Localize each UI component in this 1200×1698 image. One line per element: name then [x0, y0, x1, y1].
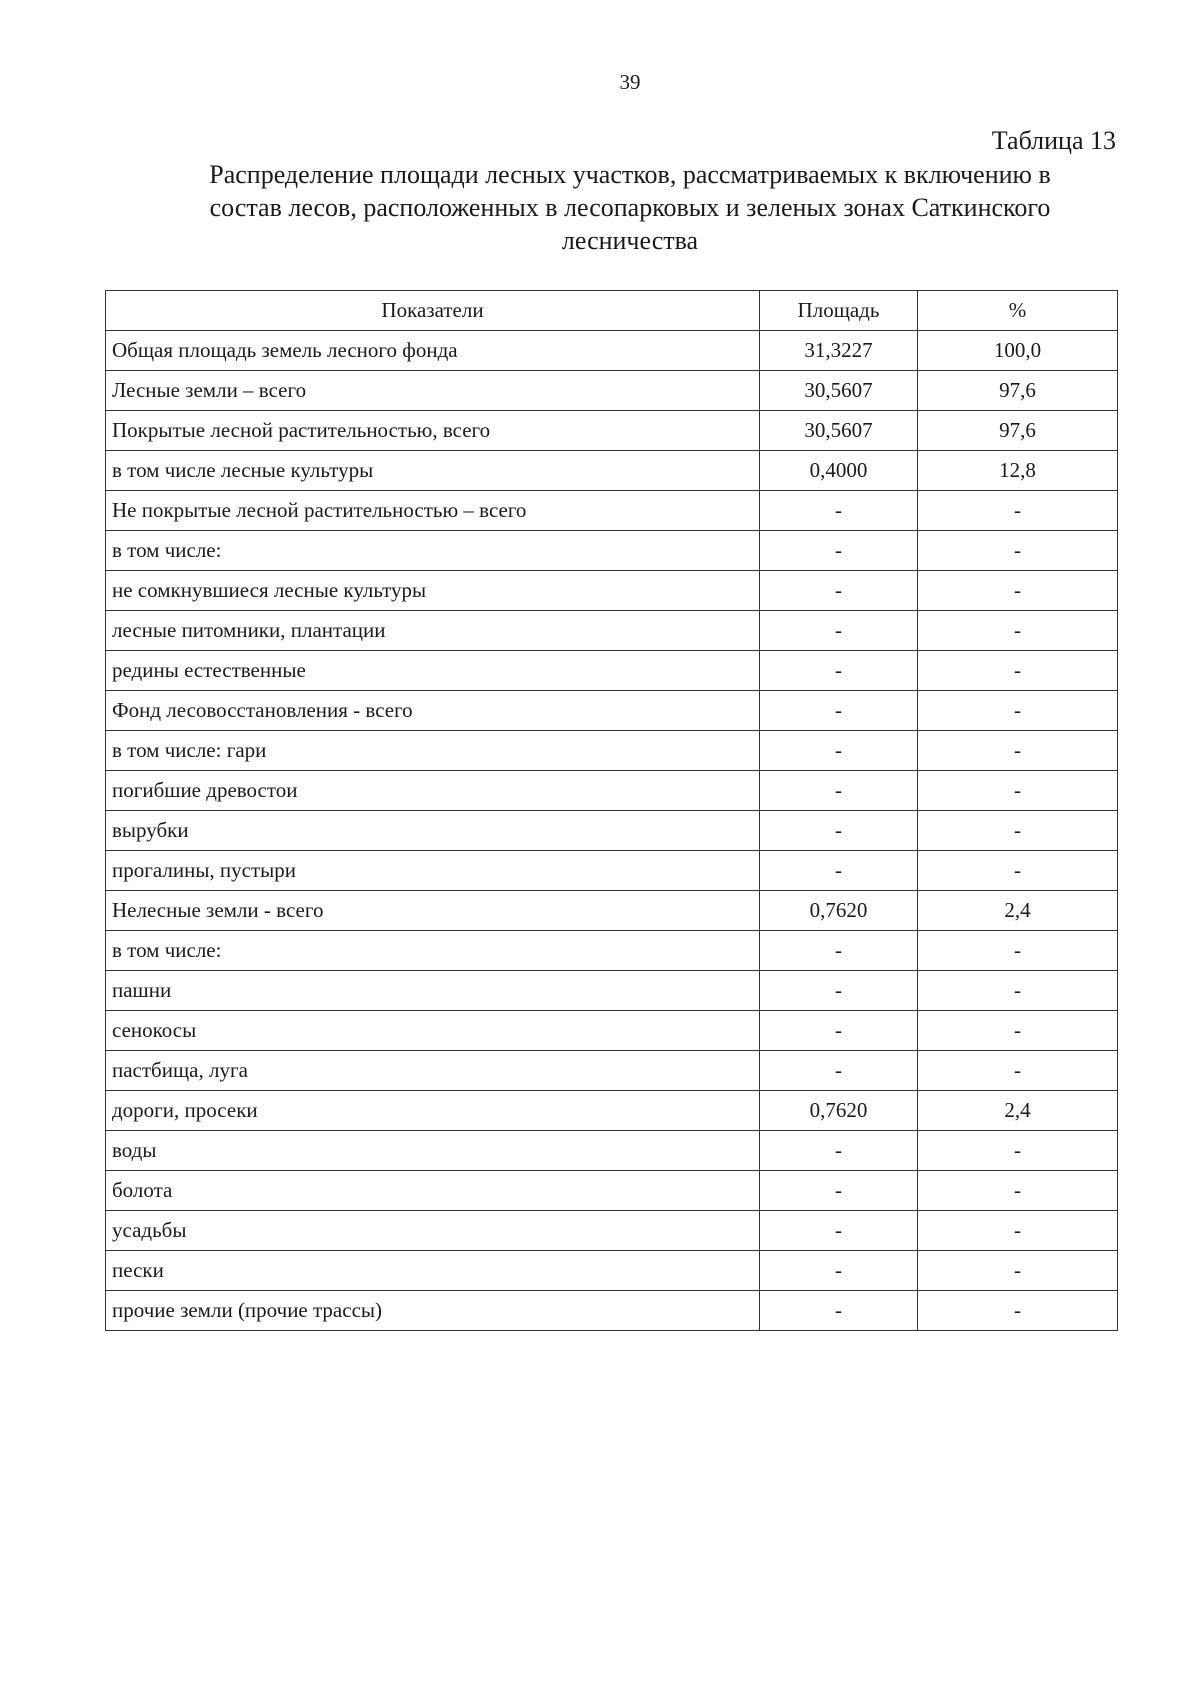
row-percent-cell: 2,4 — [918, 891, 1118, 931]
table-row — [106, 1051, 1118, 1091]
row-area-cell: - — [760, 971, 918, 1011]
row-percent-cell: - — [918, 611, 1118, 651]
row-area-cell: - — [760, 731, 918, 771]
row-area-cell: - — [760, 1211, 918, 1251]
row-area-cell: - — [760, 1171, 918, 1211]
row-area-cell: - — [760, 1251, 918, 1291]
table-title-line: Распределение площади лесных участков, рассматриваемых к включению в — [209, 160, 1051, 189]
row-percent-cell: 12,8 — [918, 451, 1118, 491]
row-area-cell: - — [760, 1291, 918, 1331]
table-row — [106, 851, 1118, 891]
table-row — [106, 1211, 1118, 1251]
header-area: Площадь — [760, 291, 918, 331]
row-indicator-cell: Покрытые лесной растительностью, всего — [106, 411, 760, 451]
row-area-cell: - — [760, 691, 918, 731]
row-percent-cell: - — [918, 1211, 1118, 1251]
row-percent-cell: - — [918, 971, 1118, 1011]
table-row — [106, 331, 1118, 371]
row-indicator-cell: в том числе: — [106, 931, 760, 971]
row-indicator-cell: не сомкнувшиеся лесные культуры — [106, 571, 760, 611]
row-indicator-cell: Не покрытые лесной растительностью – всего — [106, 491, 760, 531]
header-indicators: Показатели — [106, 291, 760, 331]
row-indicator-cell: сенокосы — [106, 1011, 760, 1051]
land-distribution-table — [105, 290, 1118, 1331]
row-area-cell: - — [760, 811, 918, 851]
table-row — [106, 611, 1118, 651]
row-area-cell: - — [760, 571, 918, 611]
row-indicator-cell: пашни — [106, 971, 760, 1011]
row-percent-cell: - — [918, 691, 1118, 731]
row-area-cell: 30,5607 — [760, 371, 918, 411]
row-area-cell: - — [760, 611, 918, 651]
row-percent-cell: - — [918, 651, 1118, 691]
table-row — [106, 491, 1118, 531]
table-row — [106, 931, 1118, 971]
row-area-cell: - — [760, 1051, 918, 1091]
row-area-cell: - — [760, 771, 918, 811]
row-indicator-cell: лесные питомники, плантации — [106, 611, 760, 651]
table-row — [106, 411, 1118, 451]
table-row — [106, 651, 1118, 691]
row-percent-cell: - — [918, 1011, 1118, 1051]
table-row — [106, 371, 1118, 411]
row-area-cell: 30,5607 — [760, 411, 918, 451]
row-indicator-cell: дороги, просеки — [106, 1091, 760, 1131]
table-title — [150, 158, 1110, 257]
row-percent-cell: - — [918, 811, 1118, 851]
row-indicator-cell: прочие земли (прочие трассы) — [106, 1291, 760, 1331]
row-indicator-cell: воды — [106, 1131, 760, 1171]
row-indicator-cell: погибшие древостои — [106, 771, 760, 811]
header-percent: % — [918, 291, 1118, 331]
table-row — [106, 1131, 1118, 1171]
table-title-line: состав лесов, расположенных в лесопарковых и зеленых зонах Саткинского — [209, 193, 1051, 222]
table-row — [106, 971, 1118, 1011]
row-percent-cell: - — [918, 1171, 1118, 1211]
row-percent-cell: - — [918, 531, 1118, 571]
row-area-cell: - — [760, 531, 918, 571]
table-label: Таблица 13 — [991, 126, 1116, 155]
table-row — [106, 451, 1118, 491]
row-indicator-cell: в том числе лесные культуры — [106, 451, 760, 491]
row-percent-cell: 97,6 — [918, 371, 1118, 411]
row-indicator-cell: болота — [106, 1171, 760, 1211]
table-header-row — [106, 291, 1118, 331]
row-area-cell: - — [760, 1131, 918, 1171]
row-area-cell: - — [760, 851, 918, 891]
row-percent-cell: - — [918, 491, 1118, 531]
row-area-cell: 31,3227 — [760, 331, 918, 371]
row-percent-cell: 100,0 — [918, 331, 1118, 371]
row-indicator-cell: прогалины, пустыри — [106, 851, 760, 891]
table-row — [106, 891, 1118, 931]
page-number: 39 — [619, 70, 641, 94]
row-percent-cell: - — [918, 771, 1118, 811]
table-row — [106, 771, 1118, 811]
row-indicator-cell: вырубки — [106, 811, 760, 851]
table-row — [106, 531, 1118, 571]
row-percent-cell: - — [918, 571, 1118, 611]
table-row — [106, 811, 1118, 851]
row-area-cell: - — [760, 491, 918, 531]
row-percent-cell: - — [918, 1251, 1118, 1291]
table-row — [106, 691, 1118, 731]
row-indicator-cell: Общая площадь земель лесного фонда — [106, 331, 760, 371]
table-row — [106, 1171, 1118, 1211]
row-area-cell: - — [760, 931, 918, 971]
row-percent-cell: 97,6 — [918, 411, 1118, 451]
row-area-cell: - — [760, 1011, 918, 1051]
row-percent-cell: - — [918, 931, 1118, 971]
row-area-cell: 0,7620 — [760, 891, 918, 931]
row-percent-cell: - — [918, 851, 1118, 891]
table-row — [106, 731, 1118, 771]
row-indicator-cell: Фонд лесовосстановления - всего — [106, 691, 760, 731]
row-indicator-cell: пески — [106, 1251, 760, 1291]
row-indicator-cell: редины естественные — [106, 651, 760, 691]
row-indicator-cell: пастбища, луга — [106, 1051, 760, 1091]
row-indicator-cell: Нелесные земли - всего — [106, 891, 760, 931]
table-body — [106, 331, 1118, 1331]
row-area-cell: 0,4000 — [760, 451, 918, 491]
row-percent-cell: - — [918, 1131, 1118, 1171]
row-area-cell: - — [760, 651, 918, 691]
row-percent-cell: - — [918, 1051, 1118, 1091]
row-indicator-cell: в том числе: гари — [106, 731, 760, 771]
row-percent-cell: - — [918, 1291, 1118, 1331]
table-row — [106, 1251, 1118, 1291]
table-row — [106, 1011, 1118, 1051]
table-row — [106, 571, 1118, 611]
table-title-line: лесничества — [561, 226, 699, 255]
row-indicator-cell: Лесные земли – всего — [106, 371, 760, 411]
table-row — [106, 1291, 1118, 1331]
row-indicator-cell: в том числе: — [106, 531, 760, 571]
row-indicator-cell: усадьбы — [106, 1211, 760, 1251]
row-percent-cell: - — [918, 731, 1118, 771]
row-area-cell: 0,7620 — [760, 1091, 918, 1131]
table-row — [106, 1091, 1118, 1131]
row-percent-cell: 2,4 — [918, 1091, 1118, 1131]
